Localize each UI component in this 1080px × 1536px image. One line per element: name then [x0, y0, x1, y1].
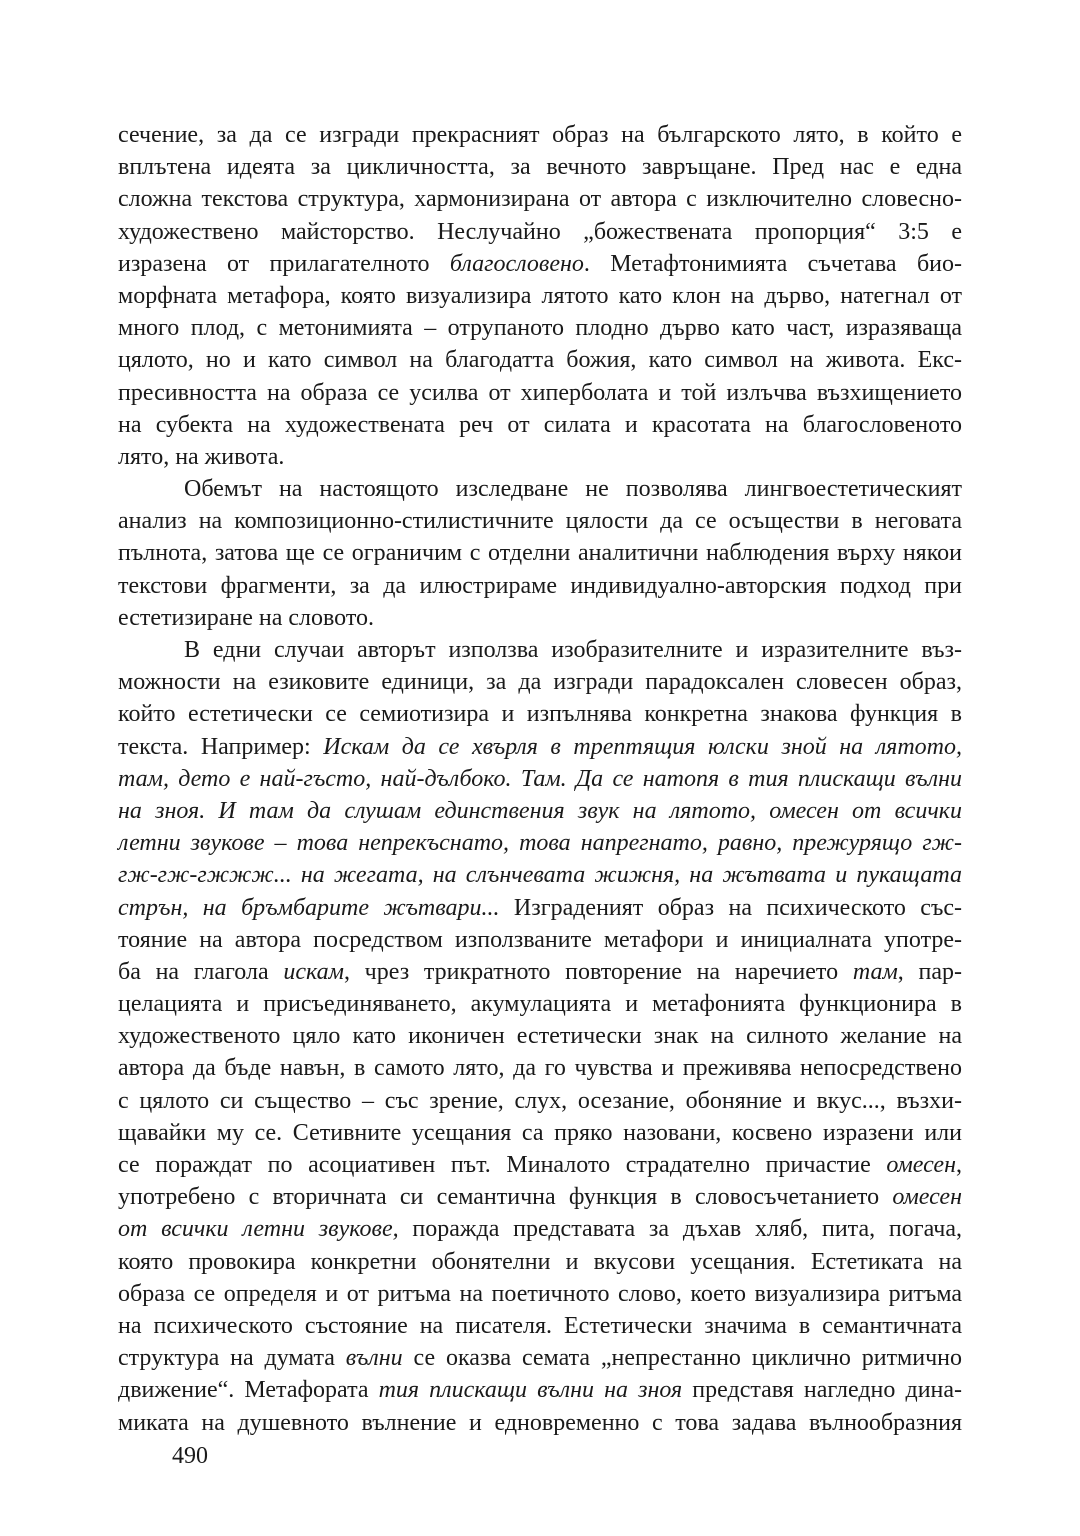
text-run: анализ на композиционно-стилистичните цялости да се осъществи в неговата	[118, 508, 962, 535]
text-run: структура на думата	[118, 1345, 346, 1372]
text-line	[118, 827, 962, 859]
text-line	[118, 505, 962, 537]
text-run: на субекта на художествената реч от силата и красотата на благословеното	[118, 411, 962, 438]
italic-run: омесен	[886, 1152, 956, 1178]
text-run: се оказва семата „непрестанно циклично ритмично	[402, 1345, 962, 1372]
italic-run: там	[852, 958, 898, 985]
body-text	[118, 119, 962, 1439]
text-line	[118, 248, 962, 280]
italic-run: тия плискащи вълни на зноя	[378, 1377, 683, 1404]
text-line	[118, 763, 962, 795]
text-line	[118, 377, 962, 409]
text-line	[118, 409, 962, 441]
text-line	[118, 570, 962, 602]
text-run: целацията и присъединяването, акумулацията и метафонията функционира в	[118, 991, 962, 1018]
text-line	[118, 312, 962, 344]
text-run: автора да бъде навън, в самото лято, да го чувства и преживява непосредствено	[118, 1055, 962, 1082]
text-line	[118, 1246, 962, 1278]
text-line	[118, 634, 962, 666]
text-run: текстови фрагменти, за да илюстрираме индивидуално-авторския подход при	[118, 572, 962, 599]
text-line	[118, 1310, 962, 1342]
text-run: , чрез трикратното повторение на наречието	[343, 958, 853, 985]
text-run: на психическото състояние на писателя. Естетически значима в семантичната	[118, 1312, 962, 1339]
text-run: лято, на живота.	[118, 443, 285, 470]
text-run: изразена от прилагателното	[118, 250, 450, 277]
text-run: цялото, но и като символ на благодатта божия, като символ на живота. Екс-	[118, 347, 962, 374]
page-number: 490	[172, 1443, 208, 1469]
text-run: употребено с вторичната си семантична функция в словосъчетанието	[118, 1184, 893, 1211]
text-line	[118, 119, 962, 151]
text-line	[118, 892, 962, 924]
text-line	[118, 280, 962, 312]
text-line	[118, 441, 962, 473]
text-run: сечение, за да се изгради прекрасният образ на българското лято, в който е	[118, 122, 962, 148]
text-line	[118, 1181, 962, 1213]
text-run: движение“. Метафората	[118, 1377, 379, 1404]
text-line	[118, 602, 962, 634]
text-run: ба на глагола	[118, 958, 284, 985]
text-run: се пораждат по асоциативен път. Миналото страдателно причастие	[118, 1152, 887, 1178]
text-run: много плод, с метонимията – отрупаното плодно дърво като част, изразяваща	[118, 315, 962, 342]
italic-run: омесен	[892, 1184, 962, 1211]
text-line	[118, 537, 962, 569]
text-line	[118, 151, 962, 183]
italic-run: благословено	[449, 250, 584, 277]
text-line	[118, 1052, 962, 1084]
text-run: тояние на автора посредством използваните метафори и инициалната употре-	[118, 926, 962, 953]
italic-run: летни звукове – това непрекъснато, това напрегнато, равно, прежурящо гж-	[118, 830, 962, 857]
text-line	[118, 1278, 962, 1310]
text-run: . Метафтонимията съчетава био-	[583, 250, 962, 277]
italic-run: от всички летни звукове,	[118, 1216, 399, 1243]
italic-run: вълни	[345, 1345, 403, 1372]
text-run: с цялото си същество – със зрение, слух, осезание, обоняние и вкус..., възхи-	[118, 1087, 962, 1114]
text-line	[118, 473, 962, 505]
text-line	[118, 795, 962, 827]
text-run: пресивността на образа се усилва от хиперболата и той излъчва възхищението	[118, 379, 962, 406]
text-line	[118, 1117, 962, 1149]
text-run: миката на душевното вълнение и едновременно с това задава вълнообразния	[118, 1409, 962, 1436]
text-line	[118, 731, 962, 763]
paragraph	[118, 473, 962, 634]
text-line	[118, 666, 962, 698]
text-run: ,	[956, 1152, 962, 1178]
text-line	[118, 1149, 962, 1181]
text-run: естетизиране на словото.	[118, 604, 374, 631]
text-run: поражда представата за дъхав хляб, пита, погача,	[398, 1216, 962, 1243]
paragraph	[118, 119, 962, 473]
text-line	[118, 924, 962, 956]
text-line	[118, 183, 962, 215]
text-run: Обемът на настоящото изследване не позволява лингвоестетическият	[184, 476, 962, 503]
text-run: която провокира конкретни обонятелни и вкусови усещания. Естетиката на	[118, 1248, 962, 1275]
text-run: който естетически се семиотизира и изпълнява конкретна знакова функция в	[118, 701, 962, 728]
italic-run: гж-гж-гжжж... на жегата, на слънчевата жижня, на жътвата и пукащата	[118, 862, 962, 889]
text-run: морфната метафора, която визуализира лятото като клон на дърво, натегнал от	[118, 282, 962, 309]
text-run: Изграденият образ на психическото със-	[499, 894, 962, 921]
text-line	[118, 344, 962, 376]
italic-run: там, дето е най-гъсто, най-дълбоко. Там. Да се натопя в тия плискащи вълни	[118, 765, 962, 792]
italic-run: на зноя. И там да слушам единствения звук на лятото, омесен от всички	[118, 797, 962, 824]
text-run: , пар-	[897, 958, 962, 985]
text-run: образа се определя и от ритъма на поетичното слово, което визуализира ритъма	[118, 1280, 962, 1307]
text-line	[118, 698, 962, 730]
text-line	[118, 1020, 962, 1052]
text-line	[118, 1407, 962, 1439]
text-line	[118, 988, 962, 1020]
text-run: художественото цяло като иконичен естетически знак на силното желание на	[118, 1023, 962, 1050]
text-line	[118, 1213, 962, 1245]
text-run: пълнота, затова ще се ограничим с отделни аналитични наблюдения върху някои	[118, 540, 962, 567]
text-run: вплътена идеята за цикличността, за вечното завръщане. Пред нас е една	[118, 154, 962, 181]
text-line	[118, 1374, 962, 1406]
text-run: художествено майсторство. Неслучайно „божествената пропорция“ 3:5 е	[118, 218, 962, 245]
italic-run: искам	[283, 958, 344, 985]
text-line	[118, 956, 962, 988]
paragraph	[118, 634, 962, 1439]
text-line	[118, 216, 962, 248]
italic-run: стрън, на бръмбарите жътвари...	[118, 894, 500, 921]
italic-run: Искам да се хвърля в трептящия юлски зной на лятото,	[323, 733, 963, 760]
text-run: представя нагледно дина-	[682, 1377, 963, 1404]
text-line	[118, 859, 962, 891]
text-run: сложна текстова структура, хармонизирана от автора с изключително словесно-	[118, 186, 962, 213]
text-run: текста. Например:	[118, 733, 324, 760]
text-run: В едни случаи авторът използва изобразителните и изразителните въз-	[184, 637, 962, 663]
text-run: можности на езиковите единици, за да изгради парадоксален словесен образ,	[118, 669, 962, 696]
text-line	[118, 1085, 962, 1117]
text-run: щавайки му се. Сетивните усещания са пряко назовани, косвено изразени или	[118, 1119, 962, 1146]
text-line	[118, 1342, 962, 1374]
